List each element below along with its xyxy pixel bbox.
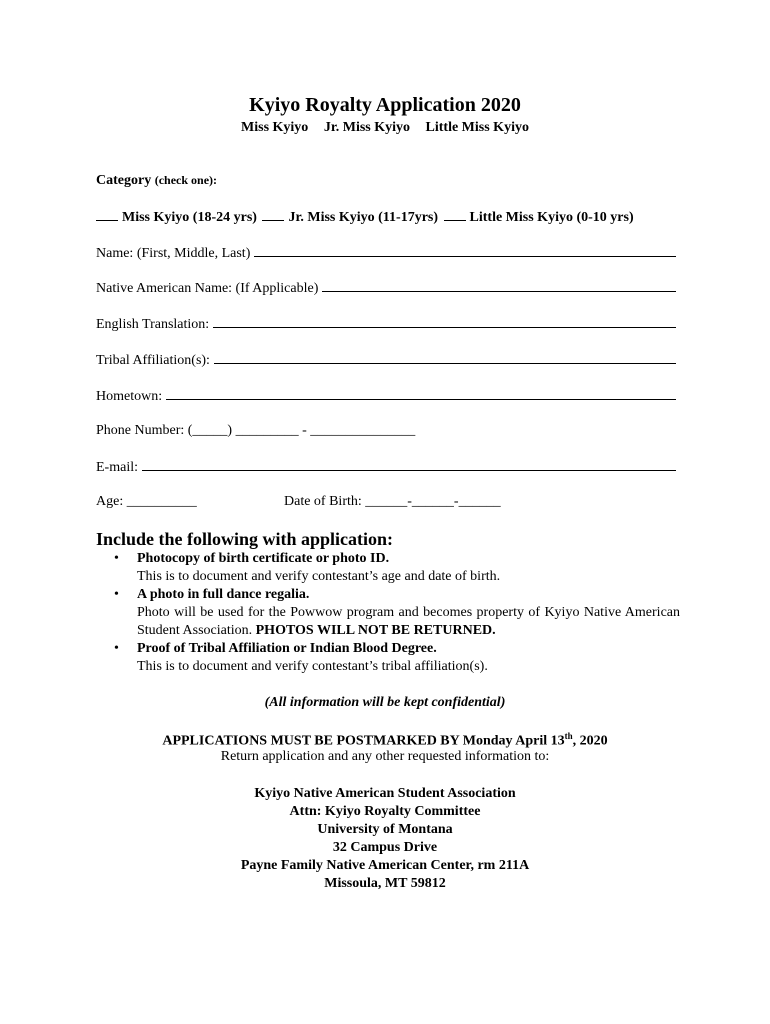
- category-option-miss: Miss Kyiyo (18-24 yrs): [122, 210, 257, 225]
- category-options: [96, 208, 636, 226]
- phone-field[interactable]: Phone Number: (_____) _________ - _______________: [96, 423, 416, 438]
- requirement-lead: Photocopy of birth certificate or photo ID.: [137, 551, 390, 566]
- list-item: [96, 586, 680, 640]
- postmark-deadline: APPLICATIONS MUST BE POSTMARKED BY Monday April 13th, 2020: [162, 731, 608, 749]
- return-instructions: Return application and any other requested information to:: [220, 749, 550, 764]
- email-line[interactable]: [142, 458, 676, 471]
- list-item: [96, 550, 680, 586]
- age-field[interactable]: Age: __________: [96, 494, 197, 509]
- requirements-list: [96, 550, 680, 676]
- subtitle-jr-miss: Jr. Miss Kyiyo: [323, 120, 411, 135]
- mailing-address: [0, 785, 770, 893]
- address-line: University of Montana: [317, 822, 453, 837]
- hometown-line[interactable]: [166, 387, 676, 400]
- tribal-line[interactable]: [214, 351, 676, 364]
- address-line: Missoula, MT 59812: [324, 876, 446, 891]
- subtitle-little-miss: Little Miss Kyiyo: [425, 120, 529, 135]
- requirement-lead: Proof of Tribal Affiliation or Indian Blood Degree.: [137, 641, 437, 656]
- email-label: E-mail:: [96, 460, 138, 475]
- confidential-note: (All information will be kept confidential): [264, 695, 506, 710]
- translation-field: [96, 315, 676, 333]
- name-line[interactable]: [254, 244, 676, 257]
- requirement-desc: This is to document and verify contestant’s age and date of birth.: [137, 569, 501, 584]
- address-line: Payne Family Native American Center, rm 211A: [240, 858, 530, 873]
- category-checkbox-jr-miss[interactable]: [262, 208, 284, 221]
- name-label: Name: (First, Middle, Last): [96, 246, 251, 261]
- native-name-line[interactable]: [322, 279, 676, 292]
- requirement-warning: PHOTOS WILL NOT BE RETURNED.: [255, 623, 496, 638]
- requirement-desc: This is to document and verify contestant’s tribal affiliation(s).: [137, 659, 488, 674]
- category-checkbox-little-miss[interactable]: [444, 208, 466, 221]
- subtitle-miss: Miss Kyiyo: [241, 120, 309, 135]
- list-item: [96, 640, 680, 676]
- tribal-label: Tribal Affiliation(s):: [96, 353, 210, 368]
- category-option-little-miss: Little Miss Kyiyo (0-10 yrs): [469, 210, 634, 225]
- category-option-jr-miss: Jr. Miss Kyiyo (11-17yrs): [288, 210, 439, 225]
- bullet-icon: •: [114, 551, 119, 566]
- email-field: [96, 458, 676, 476]
- address-line: Kyiyo Native American Student Association: [254, 786, 516, 801]
- requirement-desc: Photo will be used for the Powwow program and becomes property of Kyiyo Native American Student Association. PHOTOS WILL NOT BE RETURNED.: [137, 605, 680, 638]
- translation-line[interactable]: [213, 315, 676, 328]
- native-name-field: [96, 279, 676, 297]
- category-hint: (check one):: [154, 173, 218, 187]
- native-name-label: Native American Name: (If Applicable): [96, 281, 319, 296]
- translation-label: English Translation:: [96, 317, 210, 332]
- category-label: Category (check one):: [96, 173, 218, 188]
- bullet-icon: •: [114, 587, 119, 602]
- subtitle: [0, 120, 770, 136]
- dob-field[interactable]: Date of Birth: ______-______-______: [284, 494, 501, 509]
- page-title: Kyiyo Royalty Application 2020: [249, 94, 521, 116]
- address-line: Attn: Kyiyo Royalty Committee: [289, 804, 481, 819]
- hometown-field: [96, 387, 676, 405]
- hometown-label: Hometown:: [96, 389, 163, 404]
- bullet-icon: •: [114, 641, 119, 656]
- name-field: [96, 244, 676, 262]
- requirement-lead: A photo in full dance regalia.: [137, 587, 310, 602]
- category-checkbox-miss[interactable]: [96, 208, 118, 221]
- address-line: 32 Campus Drive: [332, 840, 438, 855]
- include-heading: Include the following with application:: [96, 529, 394, 549]
- tribal-field: [96, 351, 676, 369]
